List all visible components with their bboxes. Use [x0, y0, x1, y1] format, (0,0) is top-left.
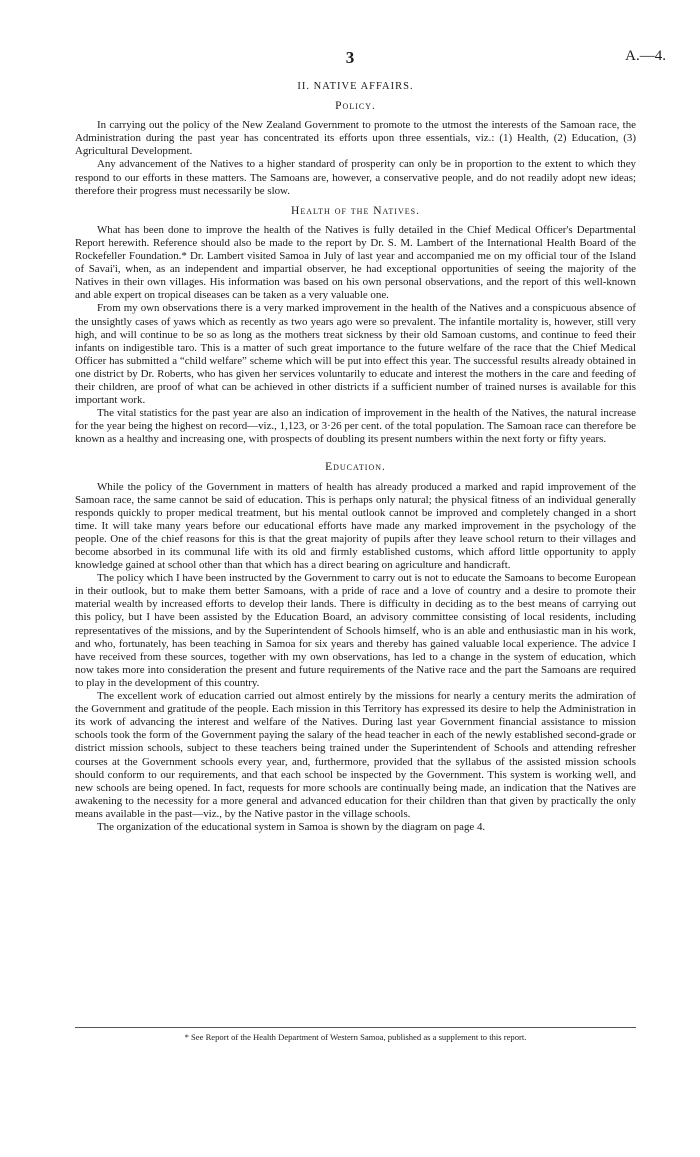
- footnote-divider: [75, 1027, 636, 1028]
- heading-education: Education.: [325, 461, 386, 474]
- paragraph: The vital statistics for the past year are also an indication of improvement in the health of the Natives, the natural increase for the year being the highest on record—viz., 1,123, or 3·26 per cent. of the total population. The Samoan race can therefore be known as a healthy and increasing one, with prospects of doubling its present numbers within the next forty or fifty years.: [75, 407, 636, 446]
- report-reference: A.—4.: [625, 48, 666, 64]
- heading-health: Health of the Natives.: [291, 204, 420, 217]
- paragraph: Any advancement of the Natives to a higher standard of prosperity can only be in proportion to the extent to which they respond to our efforts in these matters. The Samoans are, however, a conservative people, and do not readily adopt new ideas; therefore their progress must necessarily be slow.: [75, 158, 636, 197]
- footnote: * See Report of the Health Department of Western Samoa, published as a supplement to this report.: [184, 1032, 527, 1042]
- paragraph: While the policy of the Government in matters of health has already produced a marked and rapid improvement of the Samoan race, the same cannot be said of education. This is perhaps only natural; the physical fitness of an individual generally responds quickly to proper medical treatment, but his mental outlook cannot be improved and completely changed in a short time. It will take many years before our educational efforts have made any marked improvement in the psychology of the people. One of the chief reasons for this is that the great majority of pupils after they leave school return to their villages and become absorbed in its communal life with its old and firmly established customs, which afford little opportunity to apply knowledge gained at school other than that which has a direct bearing on agriculture and handicraft.: [75, 480, 636, 572]
- page-body: [75, 80, 636, 834]
- paragraph: The organization of the educational system in Samoa is shown by the diagram on page 4.: [97, 820, 486, 833]
- section-title: II. NATIVE AFFAIRS.: [297, 81, 414, 92]
- paragraph: What has been done to improve the health of the Natives is fully detailed in the Chief Medical Officer's Departmental Report herewith. Reference should also be made to the report by Dr. S. M. Lambert of the International Health Board of the Rockefeller Foundation.* Dr. Lambert visited Samoa in July of last year and accompanied me on my official tour of the Island of Savai'i, when, as an independent and impartial observer, he had exceptional opportunities of seeing the majority of the Natives in their own villages. His information was based on his own personal observations, and the report of this well-known and able expert on tropical diseases can be taken as a very valuable one.: [75, 223, 636, 302]
- paragraph: In carrying out the policy of the New Zealand Government to promote to the utmost the interests of the Samoan race, the Administration during the past year has concentrated its efforts upon three essentials, viz.: (1) Health, (2) Education, (3) Agricultural Development.: [75, 119, 636, 158]
- heading-policy: Policy.: [335, 100, 376, 113]
- spacer: [75, 446, 636, 454]
- page-number: 3: [345, 48, 355, 67]
- paragraph: From my own observations there is a very marked improvement in the health of the Natives and a conspicuous absence of the unsightly cases of yaws which as recently as two years ago were so prevalent. The infantile mortality is, however, still very high, and will continue to be so as long as the mothers treat sickness by their old Samoan customs, and continue to feed their infants on indigestible taro. This is a matter of such great importance to the future welfare of the race that the Chief Medical Officer has submitted a “child welfare” scheme which will be put into effect this year. The successful results already obtained in one district by Dr. Roberts, who has given her services voluntarily to educate and interest the mothers in the care and feeding of their children, are proof of what can be achieved in other districts if a sufficient number of trained nurses is available for this important work.: [75, 302, 636, 407]
- paragraph: The excellent work of education carried out almost entirely by the missions for nearly a century merits the admiration of the Government and gratitude of the people. Each mission in this Territory has expressed its desire to help the Administration in its work of advancing the interest and welfare of the Natives. During last year Government financial assistance to mission schools took the form of the Government paying the salary of the head teacher in each of the newly established second-grade or district mission schools, subject to these teachers being trained under the Superintendent of Schools and attending refresher courses at the Government schools every year, and, furthermore, provided that the syllabus of the assisted mission schools should conform to our requirements, and that each school be inspected by the Government. This system is working well, and new schools are being opened. In fact, requests for more schools are continually being made, an indication that the Natives are awakening to the necessity for a more general and advanced education for their children than that given by practically the only means available in the past—viz., by the Native pastor in the village schools.: [75, 690, 636, 820]
- paragraph: The policy which I have been instructed by the Government to carry out is not to educate the Samoans to become European in their outlook, but to make them better Samoans, with a pride of race and a love of country and a desire to promote their material wealth by increased efforts to develop their lands. There is difficulty in deciding as to the best means of carrying out this policy, but I have been assisted by the Education Board, an advisory committee consisting of local residents, including representatives of the missions, and by the Superintendent of Schools himself, who is an able and enthusiastic man in his work, and who, fortunately, has been teaching in Samoa for six years and thereby has gained valuable local experience. The advice I have received from these sources, together with my own observations, has led to a change in the system of education, which now takes more into consideration the present and future requirements of the Native race and the part the Samoans are required to play in the development of this country.: [75, 572, 636, 689]
